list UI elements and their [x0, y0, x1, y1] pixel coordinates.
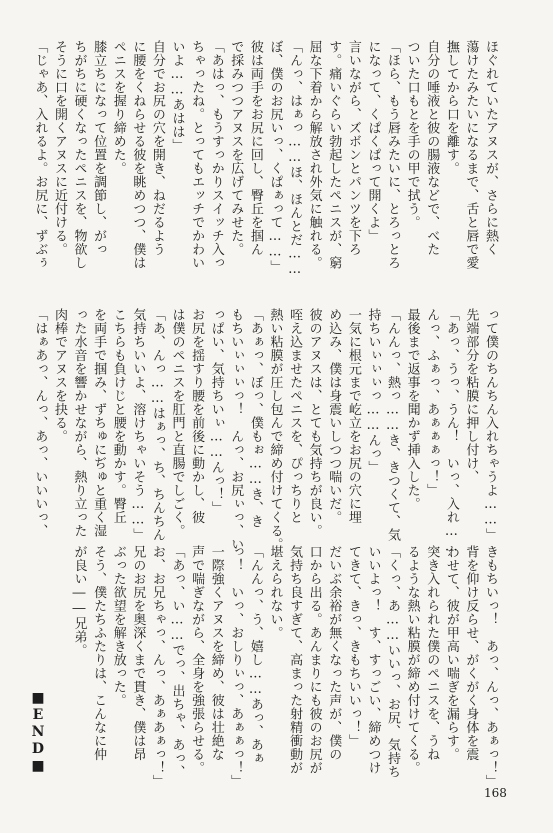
- text-line: 「んんっ、う、嬉し……あっ、あぁ: [247, 545, 263, 765]
- text-line: 一気に根元まで屹立をお尻の穴に埋: [345, 308, 361, 524]
- text-line: 一際強くアヌスを締め、彼は壮絶な: [208, 545, 224, 761]
- text-line: になって、くぱくぱって開くよ」: [365, 40, 381, 243]
- text-line: は僕のペニスを肛門と直腸でしごく。: [169, 308, 185, 538]
- text-line: んっ、ふぁっ、あぁぁぁっ！」: [424, 308, 440, 497]
- text-line: す。痛いぐらい勃起したペニスが、窮: [326, 40, 342, 270]
- text-line: ペニスを握り締めた。: [110, 40, 126, 175]
- text-line: いよ……あはは」: [169, 40, 185, 152]
- text-line: 突き入れられた僕のペニスを、うね: [424, 545, 440, 761]
- text-line: 「あっ、うっ、うん！ いっ、入れ……: [443, 308, 459, 555]
- text-line: そうに口を開くアヌスに近付ける。: [51, 40, 67, 256]
- text-line: っ！ いっ、おしりぃっ、あぁぁっ！」: [228, 545, 244, 788]
- text-line: 声で喘ぎながら、全身を強張らせる。: [189, 545, 205, 775]
- text-line: ぼ、僕のお尻いっ、くぱぁって……」: [267, 40, 283, 274]
- text-line: 彼は両手をお尻に回し、臀丘を掴ん: [247, 40, 263, 256]
- text-line: 「はぁあっ、んっ、あっ、いいいっ、: [32, 308, 48, 538]
- text-line: こちらも負けじと腰を動かす。臀丘: [110, 308, 126, 524]
- text-line: 「じゃあ、入れるよ。お尻に、ずぶぅ: [32, 40, 48, 270]
- text-line: てきて、きっ、きもちいいっ！」: [345, 545, 361, 748]
- end-mark: ■END■: [30, 690, 46, 775]
- text-line: 「あ、んっ……はぁっ、ち、ちんちん: [149, 308, 165, 542]
- text-line: った水音を響かせながら、熱り立った: [71, 308, 87, 538]
- text-line: ちがちに硬くなったペニスを、物欲し: [71, 40, 87, 270]
- text-line: ちゃったね。とってもエッチでかわい: [189, 40, 205, 270]
- text-line: 先端部分を粘膜に押し付け、: [463, 308, 479, 484]
- text-line: 背を仰け反らせ、がくがく身体を震: [463, 545, 479, 761]
- text-line: 「んっ、はぁっ……ほ、ほんとだ……: [287, 40, 303, 278]
- text-line: るような熱い粘膜が締め付けてくる。: [404, 545, 420, 775]
- text-line: そう、僕たちふたりは、こんなに仲: [91, 545, 107, 761]
- text-line: 「あぁっ、ぼっ、僕もぉ……き、き: [247, 308, 263, 528]
- text-line: 自分でお尻の穴を開き、ねだるよう: [149, 40, 165, 256]
- text-line: 持ちいぃぃぃっ……んっ」: [365, 308, 381, 474]
- text-line: 最後まで返事を聞かず挿入した。: [404, 308, 420, 511]
- text-line: 「ほら、もう唇みたいに、とろっとろ: [385, 40, 401, 270]
- text-line: いいよっ！ す、すっごい、締めつけ: [365, 545, 381, 775]
- text-line: 熱い粘膜が圧し包んで締め付けてくる。: [267, 308, 283, 551]
- text-line: 「んんっ、熱っ……き、きつくて、気: [385, 308, 401, 542]
- text-line: 蕩けたみたいになるまで、舌と唇で愛: [463, 40, 479, 270]
- text-line: 「あはっ、もうすっかりスイッチ入っ: [208, 40, 224, 270]
- text-line: 彼のアヌスは、とても気持ちが良い。: [306, 308, 322, 538]
- text-line: 咥え込ませたペニスを、ぴっちりと: [287, 308, 303, 524]
- text-line: 肉棒でアヌスを抉る。: [51, 308, 67, 443]
- text-line: だいぶ余裕が無くなった声が、僕の: [326, 545, 342, 761]
- text-line: 「あっ、い……でっ、出ちゃ、あっ、: [169, 545, 185, 779]
- text-line: 兄のお尻を奥深くまで貫き、僕は昂: [130, 545, 146, 761]
- text-line: 口から出る。あんまりにも彼のお尻が: [306, 545, 322, 775]
- text-line: 膝立ちになって位置を調節し、がっ: [91, 40, 107, 256]
- text-tier-bottom: [60, 545, 500, 795]
- text-line: で採みつつアヌスを広げてみせた。: [228, 40, 244, 256]
- text-tier-top: [32, 40, 500, 280]
- text-line: 屈な下着から解放され外気に触れる。: [306, 40, 322, 270]
- text-line: が良い――兄弟。: [71, 545, 87, 657]
- text-line: 言いながら、ズボンとパンツを下ろ: [345, 40, 361, 256]
- text-line: っぱい、気持ちいぃ……んっ！」: [208, 308, 224, 515]
- text-line: 気持ちいいよ、溶けちゃいそう……」: [130, 308, 146, 542]
- text-line: 堪えられない。: [267, 545, 283, 640]
- text-line: 「くっ、あ……いいっ、お尻、気持ち: [385, 545, 401, 779]
- page-number: 168: [484, 786, 507, 800]
- text-line: お尻を揺すり腰を前後に動かし、彼: [189, 308, 205, 524]
- text-line: ぶった欲望を解き放った。: [110, 545, 126, 707]
- text-line: め込み、僕は身震いしつつ喘いだ。: [326, 308, 342, 524]
- text-line: きもちいっ！ あっ、んっ、あぁっ！」: [483, 545, 498, 788]
- text-line: もちいぃぃぃっ！ んっ、お尻ぃっ、い: [228, 308, 244, 551]
- text-line: 自分の唾液と彼の腸液などで、べた: [424, 40, 440, 256]
- text-line: 気持ち良すぎて、高まった射精衝動が: [287, 545, 303, 775]
- text-line: に腰をくねらせる彼を眺めつつ、僕は: [130, 40, 146, 270]
- text-tier-middle: [32, 308, 500, 555]
- text-line: って僕のちんちん入れちゃうよ……」: [483, 308, 498, 542]
- text-line: わせて、彼が甲高い喘ぎを漏らす。: [443, 545, 459, 761]
- text-line: を両手で掴み、ずちゅにぢゅと重く湿: [91, 308, 107, 538]
- text-line: 撫してから口を離す。: [443, 40, 459, 175]
- text-line: お、お兄ちゃっ、んっ、あぁあぁっ！」: [149, 545, 165, 788]
- text-line: ついた口もとを手の甲で拭う。: [404, 40, 420, 229]
- text-line: ほぐれていたアヌスが、さらに熱く: [483, 40, 498, 256]
